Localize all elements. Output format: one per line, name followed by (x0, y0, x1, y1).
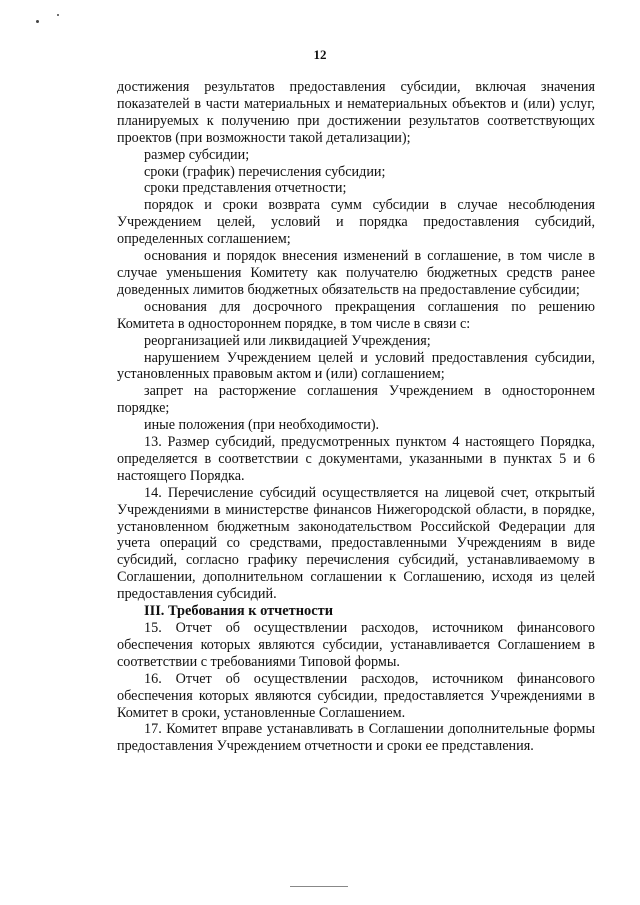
scan-speck (57, 14, 59, 16)
paragraph: достижения результатов предоставления субсидии, включая значения показателей в части материальных и нематериальных объектов и (или) услуг, планируемых к получению при достижении результатов соответствующих проектов (при возможности такой детализации); (117, 79, 595, 146)
paragraph: иные положения (при необходимости). (144, 417, 380, 434)
paragraph: сроки (график) перечисления субсидии; (144, 163, 386, 180)
paragraph: размер субсидии; (144, 146, 250, 163)
paragraph: основания и порядок внесения изменений в соглашение, в том числе в случае уменьшения Комитету как получателю бюджетных средств ранее доведенных лимитов бюджетных обязательств на предоставление субсидии; (117, 248, 595, 298)
scan-mark (290, 886, 348, 887)
paragraph: запрет на расторжение соглашения Учреждением в одностороннем порядке; (117, 383, 595, 417)
paragraph: 16. Отчет об осуществлении расходов, источником финансового обеспечения которых являются субсидии, предоставляется Учреждениями в Комитет в сроки, установленные Соглашением. (117, 670, 595, 721)
paragraph: основания для досрочного прекращения соглашения по решению Комитета в одностороннем порядке, в том числе в связи с: (117, 298, 595, 332)
paragraph: 17. Комитет вправе устанавливать в Соглашении дополнительные формы предоставления Учреждением отчетности и сроки ее представления. (117, 721, 595, 755)
paragraph: 14. Перечисление субсидий осуществляется на лицевой счет, открытый Учреждениями в министерстве финансов Нижегородской области, в порядке, установленном бюджетным законодательством Российской Федерации для учета операций со средствами, предоставленными Учреждениям в виде субсидий, согласно графику перечисления субсидий, устанавливаемому в Соглашении, дополнительном соглашении к Соглашению, исходя из целей предоставления субсидий. (117, 484, 595, 603)
section-heading: III. Требования к отчетности (144, 603, 333, 620)
paragraph: сроки представления отчетности; (144, 180, 347, 197)
paragraph: нарушением Учреждением целей и условий предоставления субсидии, установленных правовым актом и (или) соглашением; (117, 349, 595, 383)
paragraph: реорганизацией или ликвидацией Учреждения; (144, 332, 431, 349)
paragraph: 13. Размер субсидий, предусмотренных пунктом 4 настоящего Порядка, определяется в соответствии с документами, указанными в пунктах 5 и 6 настоящего Порядка. (117, 434, 595, 484)
paragraph: порядок и сроки возврата сумм субсидии в случае несоблюдения Учреждением целей, условий и порядка предоставления субсидий, определенных соглашением; (117, 197, 595, 248)
page-number: 12 (313, 47, 327, 62)
document-body (117, 79, 595, 755)
paragraph: 15. Отчет об осуществлении расходов, источником финансового обеспечения которых являются субсидии, устанавливается Соглашением в соответствии с требованиями Типовой формы. (117, 620, 595, 670)
scan-speck (36, 20, 39, 23)
